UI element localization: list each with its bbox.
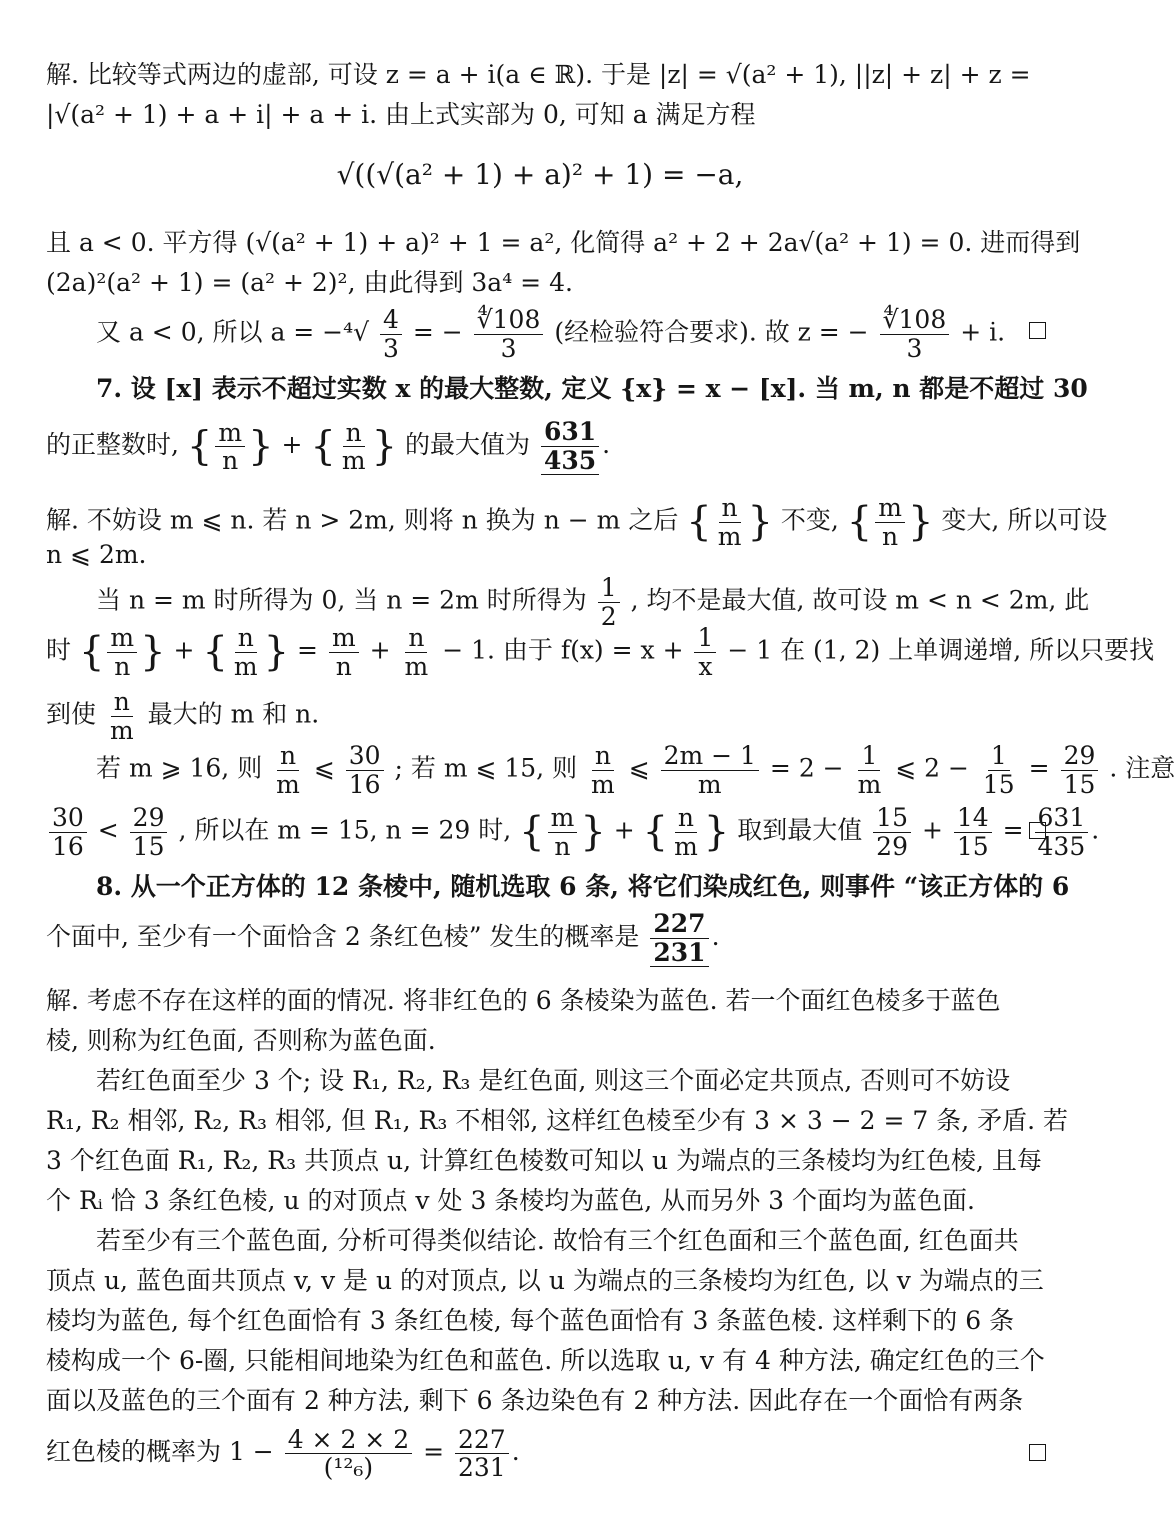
numerator: n <box>235 624 257 653</box>
denominator: n <box>114 651 131 681</box>
fraction <box>273 742 303 798</box>
denominator: 231 <box>457 1453 506 1482</box>
brace-close: } <box>140 629 166 675</box>
fraction <box>380 306 402 362</box>
text-line: 解. 考虑不存在这样的面的情况. 将非红色的 6 条棱染为蓝色. 若一个面红色棱多于蓝色 <box>46 986 1001 1015</box>
denominator: 435 <box>1037 831 1086 861</box>
numerator: 2m − 1 <box>661 742 759 771</box>
text-span: = <box>1002 815 1024 845</box>
numerator: n <box>343 419 365 448</box>
text-span: (经检验符合要求). 故 z = − <box>554 317 869 347</box>
qed-box-icon <box>1029 822 1046 839</box>
numerator: m <box>548 804 578 833</box>
denominator: n <box>222 446 239 475</box>
fraction <box>873 804 911 860</box>
text-span: 7. 设 [x] 表示不超过实数 x 的最大整数, 定义 {x} = x − [x]. 当 m, n 都是不超过 30 <box>96 374 1088 403</box>
denominator: m <box>109 715 134 745</box>
text-line: 若红色面至少 3 个; 设 R₁, R₂, R₃ 是红色面, 则这三个面必定共顶点, 否则可不妨设 <box>96 1066 1011 1095</box>
denominator: m <box>591 769 615 799</box>
numerator: 1 <box>598 574 620 603</box>
fraction <box>474 306 544 362</box>
numerator: n <box>405 624 427 653</box>
fraction <box>598 574 620 630</box>
numerator: 1 <box>694 624 716 653</box>
fraction <box>671 804 701 860</box>
denominator: n <box>554 831 571 861</box>
text-line: 棱构成一个 6-圈, 只能相间地染为红色和蓝色. 所以选取 u, v 有 4 种方法, 确定红色的三个 <box>46 1346 1045 1375</box>
fraction <box>215 419 245 475</box>
text-span: 红色棱的概率为 1 − <box>46 1437 274 1466</box>
fraction <box>49 804 87 860</box>
text-span: . <box>711 922 720 951</box>
text-line: 顶点 u, 蓝色面共顶点 v, v 是 u 的对顶点, 以 u 为端点的三条棱均为红色, 以 v 为端点的三 <box>46 1266 1044 1295</box>
text-line <box>46 688 1046 744</box>
text-span: 的正整数时, <box>46 430 179 459</box>
numerator: m <box>329 624 359 653</box>
brace-close: } <box>580 809 606 855</box>
denominator: 15 <box>132 831 165 861</box>
text-line <box>96 306 1046 362</box>
text-span: + <box>281 430 303 459</box>
text-line <box>46 1424 1046 1482</box>
text-line: 3 个红色面 R₁, R₂, R₃ 共顶点 u, 计算红色棱数可知以 u 为端点的三条棱均为红色棱, 且每 <box>46 1146 1042 1175</box>
text-span: < <box>97 815 119 845</box>
denominator: 16 <box>52 831 84 861</box>
text-span: 不变, <box>780 505 839 535</box>
denominator: 2 <box>600 601 617 631</box>
text-span: . <box>1091 815 1100 845</box>
text-span: = <box>297 635 318 665</box>
text-span: ⩽ <box>628 753 650 783</box>
text-span: 最大的 m 和 n. <box>147 699 320 729</box>
denominator: m <box>674 831 698 861</box>
fraction <box>329 624 359 680</box>
text-span: = 2 − <box>769 753 844 783</box>
numerator: 227 <box>650 910 708 939</box>
numerator: 15 <box>873 804 911 833</box>
numerator: 4 × 2 × 2 <box>285 1426 412 1455</box>
numerator: 4 <box>380 306 402 335</box>
fraction <box>107 624 137 680</box>
denominator: m <box>697 769 722 799</box>
fraction <box>588 742 618 798</box>
fraction <box>339 419 369 475</box>
numerator: n <box>592 742 614 771</box>
fraction <box>954 804 992 860</box>
text-span: . <box>511 1437 520 1466</box>
text-line: 面以及蓝色的三个面有 2 种方法, 剩下 6 条边染色有 2 种方法. 因此存在一个面恰有两条 <box>46 1386 1024 1415</box>
text-line <box>46 418 1046 475</box>
brace-open: { <box>519 809 545 855</box>
text-line: R₁, R₂ 相邻, R₂, R₃ 相邻, 但 R₁, R₃ 不相邻, 这样红色棱至少有 3 × 3 − 2 = 7 条, 矛盾. 若 <box>46 1106 1069 1135</box>
denominator: 3 <box>500 333 517 363</box>
numerator: 631 <box>541 418 599 447</box>
numerator: 14 <box>954 804 992 833</box>
brace-close: } <box>747 499 773 545</box>
denominator: (¹²₆) <box>323 1453 374 1482</box>
problem-line <box>96 372 1088 406</box>
numerator: n <box>277 742 299 771</box>
text-span: 又 a < 0, 所以 a = −⁴√ <box>96 317 370 347</box>
fraction <box>661 742 759 798</box>
text-line: 且 a < 0. 平方得 (√(a² + 1) + a)² + 1 = a², 化简得 a² + 2 + 2a√(a² + 1) = 0. 进而得到 <box>46 228 1081 257</box>
numerator: 227 <box>455 1426 509 1455</box>
brace-open: { <box>310 423 336 470</box>
text-span: 时 <box>46 635 72 665</box>
numerator: n <box>111 688 133 717</box>
denominator: 15 <box>982 769 1015 799</box>
brace-open: { <box>686 499 712 545</box>
brace-open: { <box>642 809 669 855</box>
numerator: 1 <box>988 742 1010 771</box>
numerator: m <box>875 494 905 523</box>
qed-box-icon <box>1029 1444 1046 1461</box>
fraction <box>980 742 1018 798</box>
text-line <box>46 803 1100 861</box>
denominator: 435 <box>541 447 599 476</box>
text-span: + <box>613 815 635 845</box>
denominator: 29 <box>876 831 908 861</box>
text-span: ⩽ <box>313 753 335 783</box>
text-span: = <box>423 1437 445 1466</box>
denominator: m <box>717 521 742 551</box>
text-span: + i. <box>960 317 1006 347</box>
brace-open: { <box>202 629 228 675</box>
text-span: 8. 从一个正方体的 12 条棱中, 随机选取 6 条, 将它们染成红色, 则事件 “该正方体的 6 <box>96 872 1070 901</box>
fraction <box>107 688 137 744</box>
numerator: 29 <box>130 804 168 833</box>
fraction <box>694 624 716 680</box>
text-span: , 均不是最大值, 故可设 m < n < 2m, 此 <box>630 585 1090 615</box>
text-span: 当 n = m 时所得为 0, 当 n = 2m 时所得为 <box>96 585 587 615</box>
numerator: n <box>719 494 741 523</box>
fraction <box>130 804 168 860</box>
numerator: m <box>215 419 245 448</box>
text-line: 若至少有三个蓝色面, 分析可得类似结论. 故恰有三个红色面和三个蓝色面, 红色面共 <box>96 1226 1019 1255</box>
text-line: 棱, 则称为红色面, 否则称为蓝色面. <box>46 1026 436 1055</box>
answer-fraction <box>650 910 708 967</box>
numerator: n <box>675 804 697 833</box>
text-span: 若 m ⩾ 16, 则 <box>96 753 263 783</box>
brace-open: { <box>846 499 873 545</box>
brace-close: } <box>907 499 934 545</box>
brace-close: } <box>248 423 274 470</box>
problem-line <box>96 870 1070 904</box>
numerator: ∜108 <box>474 306 544 335</box>
text-span: . <box>602 430 611 459</box>
numerator: 30 <box>49 804 87 833</box>
text-span: − 1. 由于 f(x) = x + <box>442 635 684 665</box>
text-line: n ⩽ 2m. <box>46 540 147 569</box>
fraction <box>402 624 432 680</box>
text-span: + <box>173 635 195 665</box>
qed-box-icon <box>1029 322 1046 339</box>
text-line <box>46 623 1155 681</box>
fraction <box>855 742 885 798</box>
text-span: − 1 在 (1, 2) 上单调递增, 所以只要找 <box>727 635 1155 665</box>
denominator: 15 <box>1063 769 1096 799</box>
denominator: n <box>335 651 352 681</box>
denominator: m <box>233 651 258 681</box>
numerator: 29 <box>1061 742 1099 771</box>
fraction <box>455 1426 509 1482</box>
numerator: 631 <box>1035 804 1089 833</box>
denominator: 16 <box>348 769 381 799</box>
text-span: . 注意 <box>1109 753 1175 783</box>
text-span: ⩽ 2 − <box>895 753 969 783</box>
fraction <box>285 1426 412 1482</box>
denominator: m <box>341 446 366 475</box>
text-line <box>96 741 1175 799</box>
brace-open: { <box>186 423 213 470</box>
text-line: 个 Rᵢ 恰 3 条红色棱, u 的对顶点 v 处 3 条棱均为蓝色, 从而另外 3 个面均为蓝色面. <box>46 1186 975 1215</box>
text-span: 取到最大值 <box>737 815 863 845</box>
denominator: 3 <box>383 333 399 363</box>
brace-close: } <box>371 423 398 470</box>
numerator: 1 <box>858 742 880 771</box>
brace-close: } <box>703 809 730 855</box>
answer-fraction <box>541 418 599 475</box>
denominator: 15 <box>956 831 989 861</box>
text-span: = − <box>412 317 463 347</box>
text-line: 棱均为蓝色, 每个红色面恰有 3 条红色棱, 每个蓝色面恰有 3 条蓝色棱. 这样剩下的 6 条 <box>46 1306 1015 1335</box>
display-equation: √((√(a² + 1) + a)² + 1) = −a, <box>336 158 744 191</box>
text-span: 解. 不妨设 m ⩽ n. 若 n > 2m, 则将 n 换为 n − m 之后 <box>46 505 679 535</box>
text-span: 变大, 所以可设 <box>941 505 1108 535</box>
fraction <box>880 306 950 362</box>
denominator: x <box>698 651 713 681</box>
text-line <box>96 573 1090 631</box>
denominator: n <box>882 521 899 551</box>
text-span: 个面中, 至少有一个面恰含 2 条红色棱” 发生的概率是 <box>46 922 640 951</box>
fraction <box>346 742 384 798</box>
brace-open: { <box>78 629 105 675</box>
denominator: m <box>404 651 429 681</box>
text-span: + <box>921 815 943 845</box>
text-span: = <box>1028 753 1050 783</box>
denominator: m <box>276 769 300 799</box>
text-line <box>46 910 1046 967</box>
numerator: m <box>107 624 137 653</box>
text-line: (2a)²(a² + 1) = (a² + 2)², 由此得到 3a⁴ = 4. <box>46 268 573 297</box>
numerator: ∜108 <box>880 306 950 335</box>
fraction <box>1061 742 1099 798</box>
text-span: , 所以在 m = 15, n = 29 时, <box>178 815 512 845</box>
fraction <box>548 804 578 860</box>
text-line: 解. 比较等式两边的虚部, 可设 z = a + i(a ∈ ℝ). 于是 |z| = √(a² + 1), ||z| + z| + z = <box>46 60 1031 89</box>
text-line: |√(a² + 1) + a + i| + a + i. 由上式实部为 0, 可知 a 满足方程 <box>46 100 756 129</box>
text-span: + <box>369 635 391 665</box>
brace-close: } <box>263 629 290 675</box>
text-span: 到使 <box>46 699 97 729</box>
denominator: 231 <box>650 939 708 968</box>
numerator: 30 <box>346 742 384 771</box>
fraction <box>231 624 261 680</box>
text-span: ; 若 m ⩽ 15, 则 <box>394 753 578 783</box>
denominator: 3 <box>906 333 923 363</box>
text-span: 的最大值为 <box>404 430 530 459</box>
denominator: m <box>857 769 882 799</box>
